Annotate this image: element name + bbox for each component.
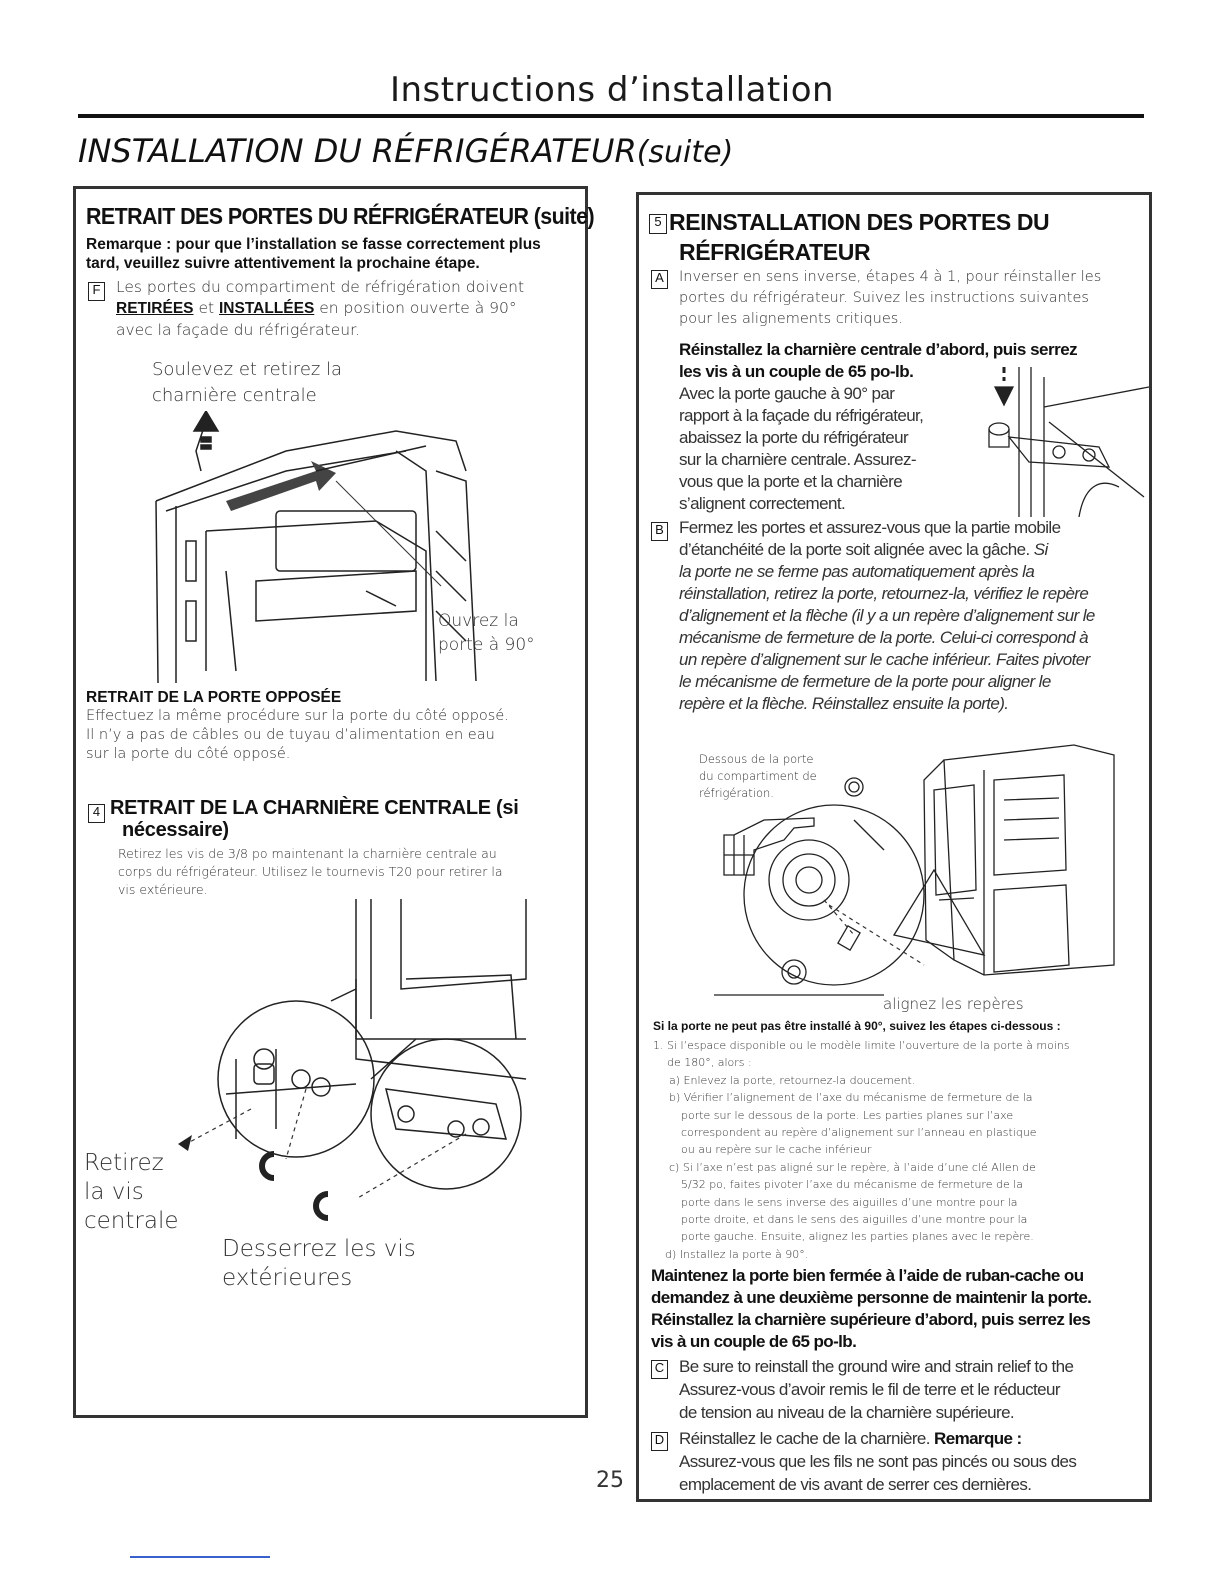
instruction-line: les vis à un couple de 65 po-lb. bbox=[679, 362, 914, 381]
step-f-line: avec la façade du réfrigérateur. bbox=[116, 321, 360, 339]
alt-step-line: porte dans le sens inverse des aiguilles d’une montre pour la bbox=[681, 1195, 1018, 1209]
lower-door-text bbox=[679, 383, 923, 515]
note-line: Remarque : pour que l’installation se fasse correctement plus bbox=[86, 236, 541, 253]
fig2-label-line: Desserrez les vis bbox=[222, 1236, 416, 1262]
fig2-label-loosen bbox=[222, 1235, 416, 1293]
fig1-label-line: Soulevez et retirez la bbox=[152, 359, 343, 380]
reinstall-heading bbox=[669, 207, 1049, 267]
opposite-text bbox=[86, 707, 509, 764]
alt-step-line: c) Si l’axe n’est pas aligné sur le repère, à l’aide d’une clé Allen de bbox=[669, 1160, 1036, 1174]
alt-step-line: correspondent au repère d’alignement sur l’anneau en plastique bbox=[681, 1126, 1037, 1140]
step-4-heading bbox=[110, 797, 518, 841]
step-b-line: réinstallation, retirez la porte, retournez-la, vérifiez le repère bbox=[679, 584, 1089, 603]
alignment-figure bbox=[694, 740, 1144, 1020]
top-hinge-instruction bbox=[651, 1265, 1091, 1353]
alt-step-line: de 180°, alors : bbox=[667, 1056, 752, 1070]
step-c-line: Be sure to reinstall the ground wire and strain relief to the bbox=[679, 1357, 1074, 1376]
instruction-line: Maintenez la porte bien fermée à l’aide de ruban-cache ou bbox=[651, 1266, 1084, 1285]
fig-label-line: Dessous de la porte bbox=[699, 752, 814, 766]
alt-step-line: a) Enlevez la porte, retournez-la doucement. bbox=[669, 1073, 916, 1087]
step-c-marker: C bbox=[651, 1359, 668, 1379]
align-marks-label: alignez les repères bbox=[883, 995, 1024, 1013]
step-f-line: RETIRÉES et INSTALLÉES en position ouverte à 90° bbox=[116, 299, 517, 317]
fig1-label-line: charnière centrale bbox=[152, 385, 317, 406]
step-d-text bbox=[679, 1427, 1076, 1496]
step-c-line: de tension au niveau de la charnière supérieure. bbox=[679, 1403, 1015, 1422]
note-line: tard, veuillez suivre attentivement la prochaine étape. bbox=[86, 255, 480, 272]
fig2-label-line: la vis bbox=[84, 1179, 144, 1205]
opposite-line: Effectuez la même procédure sur la porte du côté opposé. bbox=[86, 708, 509, 724]
reinstall-heading-line: REINSTALLATION DES PORTES DU bbox=[669, 209, 1050, 235]
body-line: rapport à la façade du réfrigérateur, bbox=[679, 406, 924, 425]
instruction-line: Réinstallez la charnière supérieure d’abord, puis serrez les bbox=[651, 1310, 1091, 1329]
section-title bbox=[78, 132, 733, 170]
fig1-label-lift bbox=[152, 357, 342, 409]
step-4-marker: 4 bbox=[88, 803, 105, 823]
cannot-install-note: Si la porte ne peut pas être installé à 90°, suivez les étapes ci-dessous : bbox=[653, 1019, 1061, 1033]
body-line: sur la charnière centrale. Assurez- bbox=[679, 450, 916, 469]
fig1-label-line: Ouvrez la bbox=[438, 611, 519, 631]
alt-step-line: ou au repère sur le cache inférieur bbox=[681, 1143, 872, 1157]
step-a-marker: A bbox=[651, 269, 668, 289]
arrow-icon bbox=[178, 1135, 192, 1151]
opposite-heading: RETRAIT DE LA PORTE OPPOSÉE bbox=[86, 689, 342, 706]
step-f-text bbox=[116, 277, 524, 319]
instruction-line: vis à un couple de 65 po-lb. bbox=[651, 1332, 857, 1351]
step-4-line: Retirez les vis de 3/8 po maintenant la charnière centrale au bbox=[118, 846, 497, 861]
body-line: vous que la porte et la charnière bbox=[679, 472, 903, 491]
reinstall-heading-line: RÉFRIGÉRATEUR bbox=[679, 239, 871, 265]
step-4-line: corps du réfrigérateur. Utilisez le tournevis T20 pour retirer la bbox=[118, 864, 503, 879]
step-d-marker: D bbox=[651, 1431, 668, 1451]
fig2-label-remove bbox=[84, 1149, 178, 1236]
alt-step-line: 1. Si l’espace disponible ou le modèle limite l’ouverture de la porte à moins bbox=[653, 1039, 1070, 1052]
step-b-line: un repère d’alignement sur le cache inférieur. Faites pivoter bbox=[679, 650, 1090, 669]
step-b-line: d’étanchéité de la porte soit alignée avec la gâche. Si bbox=[679, 540, 1048, 559]
hinge-lower-figure bbox=[969, 367, 1149, 517]
opposite-line: sur la porte du côté opposé. bbox=[86, 746, 291, 762]
alt-step-line: porte sur le dessous de la porte. Les parties planes sur l’axe bbox=[681, 1108, 1014, 1122]
screws-figure bbox=[156, 899, 576, 1249]
alternative-steps bbox=[653, 1037, 1070, 1263]
step-a-text bbox=[679, 267, 1101, 330]
step-a-line: Inverser en sens inverse, étapes 4 à 1, pour réinstaller les bbox=[679, 269, 1102, 285]
screw-icon bbox=[316, 1194, 328, 1218]
step-f-line: Les portes du compartiment de réfrigération doivent bbox=[116, 278, 525, 296]
body-line: s’alignent correctement. bbox=[679, 494, 846, 513]
fig2-label-line: Retirez bbox=[84, 1150, 164, 1176]
step-c-line: Assurez-vous d’avoir remis le fil de terre et le réducteur bbox=[679, 1380, 1060, 1399]
step-4-heading-line: RETRAIT DE LA CHARNIÈRE CENTRALE (si bbox=[110, 797, 519, 819]
step-b-line: la porte ne se ferme pas automatiquement après la bbox=[679, 562, 1035, 581]
fig-label-line: du compartiment de bbox=[699, 769, 817, 783]
step-b-text bbox=[679, 517, 1095, 715]
step-c-text bbox=[679, 1355, 1073, 1424]
step-4-line: vis extérieure. bbox=[118, 882, 208, 897]
instruction-line: Réinstallez la charnière centrale d’abord, puis serrez bbox=[679, 340, 1078, 359]
instruction-line: demandez à une deuxième personne de maintenir la porte. bbox=[651, 1288, 1092, 1307]
left-panel bbox=[73, 186, 595, 1418]
step-b-line: d’alignement et la flèche (il y a un repère d’alignement sur le bbox=[679, 606, 1095, 625]
step-4-heading-line: nécessaire) bbox=[122, 819, 229, 841]
body-line: abaissez la porte du réfrigérateur bbox=[679, 428, 909, 447]
header-divider bbox=[78, 114, 1144, 118]
fig1-label-open bbox=[438, 609, 535, 657]
step-a-line: portes du réfrigérateur. Suivez les instructions suivantes bbox=[679, 290, 1089, 306]
alt-step-line: porte gauche. Ensuite, alignez les parties planes avec le repère. bbox=[681, 1230, 1034, 1244]
step-d-line: Réinstallez le cache de la charnière. Remarque : bbox=[679, 1429, 1022, 1448]
step-d-line: Assurez-vous que les fils ne sont pas pincés ou sous des bbox=[679, 1452, 1077, 1471]
alt-step-line: 5/32 po, faites pivoter l’axe du mécanisme de fermeture de la bbox=[681, 1178, 1024, 1192]
alt-step-line: b) Vérifier l’alignement de l’axe du mécanisme de fermeture de la bbox=[669, 1091, 1033, 1105]
step-f-marker: F bbox=[88, 281, 105, 301]
alt-step-line: porte droite, et dans le sens des aiguilles d’une montre pour la bbox=[681, 1213, 1028, 1227]
fig1-label-line: porte à 90° bbox=[438, 635, 535, 655]
note-text bbox=[86, 235, 541, 273]
page-number: 25 bbox=[596, 1468, 624, 1493]
section-title-main: INSTALLATION DU RÉFRIGÉRATEUR bbox=[78, 132, 637, 170]
step-4-text bbox=[118, 845, 503, 899]
screw-icon bbox=[262, 1154, 274, 1178]
opposite-line: Il n’y a pas de câbles ou de tuyau d’alimentation en eau bbox=[86, 727, 495, 743]
step-b-marker: B bbox=[651, 521, 668, 541]
step-a-line: pour les alignements critiques. bbox=[679, 311, 903, 327]
alt-step-line: d) Installez la porte à 90°. bbox=[665, 1247, 809, 1261]
left-heading: RETRAIT DES PORTES DU RÉFRIGÉRATEUR (suite) bbox=[86, 203, 595, 229]
section-title-suffix: (suite) bbox=[636, 135, 734, 170]
hinge-removal-figure bbox=[136, 411, 486, 683]
fig-label-line: réfrigération. bbox=[699, 786, 774, 800]
step-b-line: mécanisme de fermeture de la porte. Celui-ci correspond à bbox=[679, 628, 1088, 647]
step-5-marker: 5 bbox=[649, 213, 667, 234]
body-line: Avec la porte gauche à 90° par bbox=[679, 384, 895, 403]
step-b-line: repère et la flèche. Réinstallez ensuite la porte). bbox=[679, 694, 1009, 713]
page-header-title: Instructions d’installation bbox=[389, 70, 835, 110]
fig2-label-line: centrale bbox=[84, 1208, 179, 1234]
footer-link-line bbox=[130, 1556, 270, 1558]
step-b-line: le mécanisme de fermeture de la porte pour aligner le bbox=[679, 672, 1051, 691]
down-arrow-icon bbox=[995, 387, 1013, 405]
step-b-line: Fermez les portes et assurez-vous que la partie mobile bbox=[679, 518, 1061, 537]
step-d-line: emplacement de vis avant de serrer ces dernières. bbox=[679, 1475, 1032, 1494]
right-panel bbox=[636, 192, 1152, 1502]
fig2-label-line: extérieures bbox=[222, 1265, 353, 1291]
